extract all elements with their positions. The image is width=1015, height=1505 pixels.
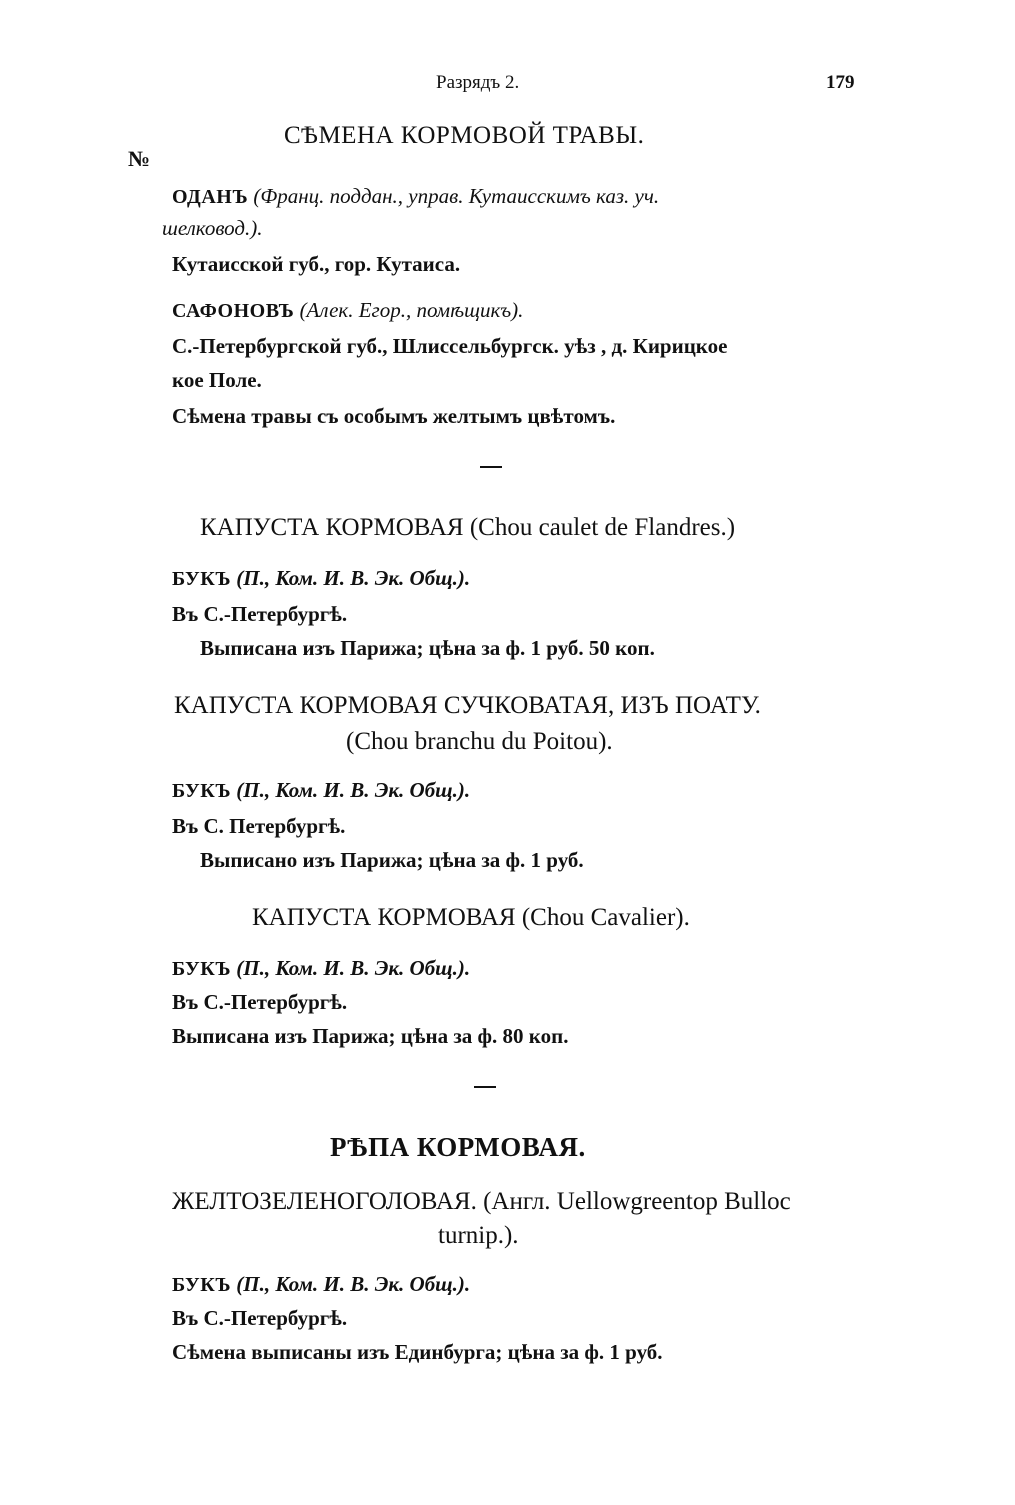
entry-description: (П., Ком. И. В. Эк. Общ.). [236,778,471,802]
entry-place: Въ С.-Петербургѣ. [172,990,348,1014]
subsection-title: ЖЕЛТОЗЕЛЕНОГОЛОВАЯ. (Англ. Uellowgreentop Bulloc [172,1188,791,1215]
entry-name: ОДАНЪ [172,186,249,208]
entry-place-cont: кое Поле. [172,368,262,392]
entry-description: (Алек. Егор., помѣщикъ). [299,298,524,322]
section-title-fodder-turnip: РѢПА КОРМОВАЯ. [330,1132,586,1162]
entry-description-cont: шелковод.). [162,216,263,240]
entry-note: Сѣмена травы съ особымъ желтымъ цвѣтомъ. [172,404,616,428]
section-title-fodder-cabbage: КАПУСТА КОРМОВАЯ (Chou caulet de Flandres.) [200,514,736,541]
section-title-cavalier-cabbage: КАПУСТА КОРМОВАЯ (Chou Cavalier). [252,904,690,931]
entry-description: (П., Ком. И. В. Эк. Общ.). [236,566,471,590]
running-header-section: Разрядъ 2. [436,72,520,93]
section-divider [474,1086,496,1088]
entry-buk [172,956,470,981]
entry-name: БУКЪ [172,568,232,590]
entry-name: САФОНОВЪ [172,300,295,322]
number-sign: № [128,146,151,171]
entry-odan [172,184,659,209]
subsection-title-cont: turnip.). [438,1222,519,1249]
entry-place: Въ С.-Петербургѣ. [172,602,348,626]
entry-note: Выписано изъ Парижа; цѣна за ф. 1 руб. [200,848,584,872]
section-divider [480,466,502,468]
entry-note: Выписана изъ Парижа; цѣна за ф. 1 руб. 50 коп. [200,636,655,660]
entry-name: БУКЪ [172,1274,232,1296]
entry-description: (Франц. поддан., управ. Кутаисскимъ каз. уч. [253,184,660,208]
section-title-branched-cabbage: КАПУСТА КОРМОВАЯ СУЧКОВАТАЯ, ИЗЪ ПОАТУ. [174,692,761,719]
entry-buk [172,1272,470,1297]
section-title-fodder-grass: СѢМЕНА КОРМОВОЙ ТРАВЫ. [284,122,645,149]
entry-safonov [172,298,523,323]
entry-description: (П., Ком. И. В. Эк. Общ.). [236,1272,471,1296]
page-number: 179 [826,72,855,93]
entry-buk [172,566,470,591]
entry-name: БУКЪ [172,958,232,980]
entry-note: Выписана изъ Парижа; цѣна за ф. 80 коп. [172,1024,569,1048]
entry-name: БУКЪ [172,780,232,802]
entry-place: Въ С.-Петербургѣ. [172,1306,348,1330]
entry-note: Сѣмена выписаны изъ Единбурга; цѣна за ф. 1 руб. [172,1340,663,1364]
entry-description: (П., Ком. И. В. Эк. Общ.). [236,956,471,980]
entry-place: С.-Петербургской губ., Шлиссельбургск. уѣз , д. Кирицкое [172,334,728,358]
section-title-latin: (Chou branchu du Poitou). [346,728,613,755]
entry-buk [172,778,470,803]
entry-place: Кутаисской губ., гор. Кутаиса. [172,252,461,276]
entry-place: Въ С. Петербургѣ. [172,814,346,838]
